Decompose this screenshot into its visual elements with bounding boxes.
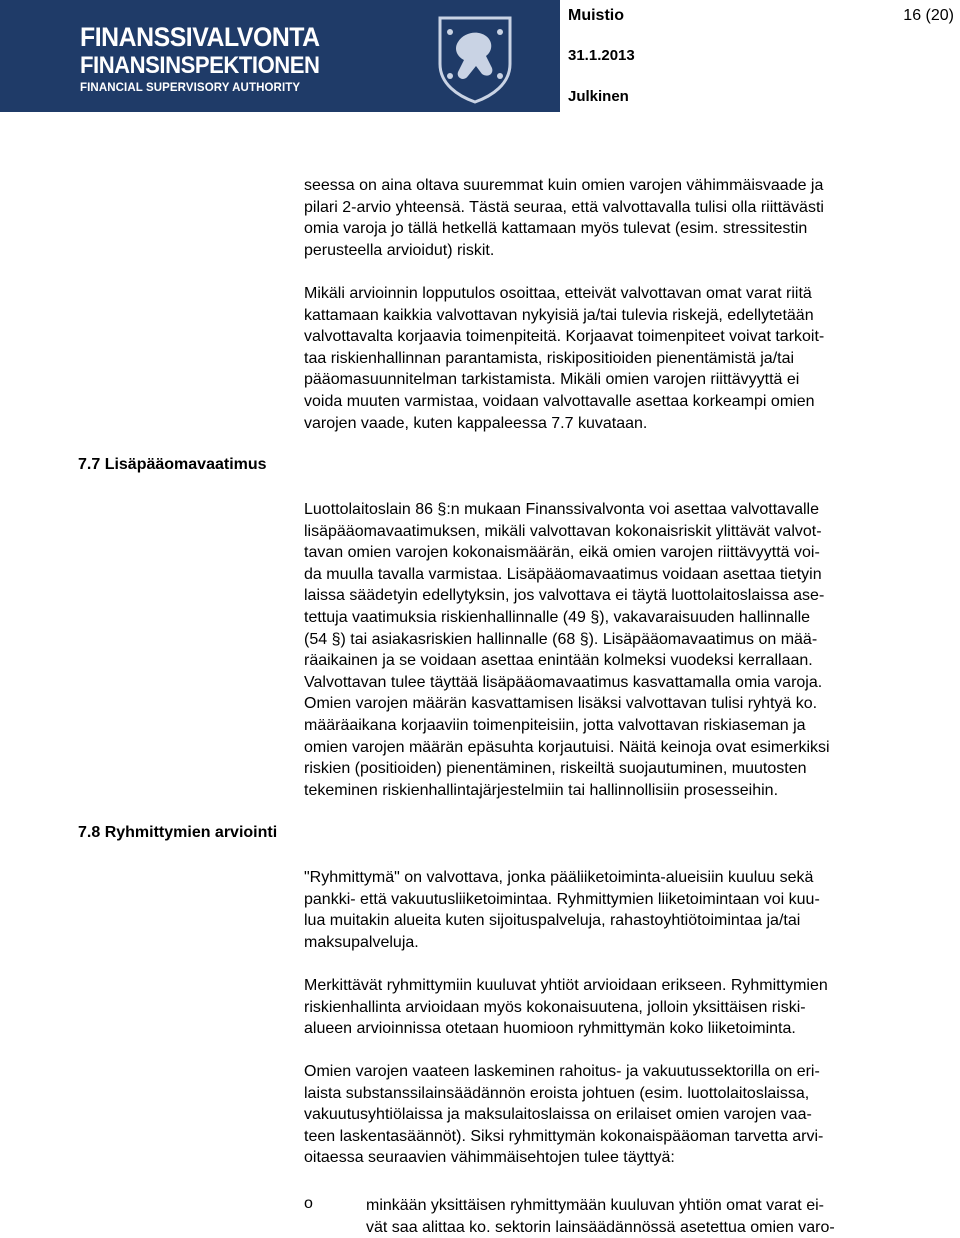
text-line: da muulla tavalla varmistaa. Lisäpääomavaatimus voidaan asettaa tietyin: [304, 565, 822, 583]
logo-wordmark: [80, 24, 341, 95]
text-line: pankki- että vakuutusliiketoimintaa. Ryhmittymien liiketoimintaan voi kuu-: [304, 890, 820, 908]
paragraph: [304, 175, 934, 261]
logo-line-1: FINANSSIVALVONTA: [80, 22, 320, 52]
text-line: Mikäli arvioinnin lopputulos osoittaa, etteivät valvottavan omat varat riitä: [304, 285, 812, 302]
paragraph: [304, 1061, 934, 1169]
text-line: teen laskentasäännöt). Siksi ryhmittymän kokonaispääoman tarvetta arvi-: [304, 1127, 824, 1145]
text-line: pääomasuunnitelman tarkistamista. Mikäli omien varojen riittävyyttä ei: [304, 371, 800, 389]
text-line: laista substanssilainsäädännön eroista johtuen (esim. luottolaitoslaissa,: [304, 1084, 810, 1102]
text-line: vakuutusyhtiölaissa ja maksulaitoslaissa on erilaiset omien varojen vaa-: [304, 1106, 812, 1124]
paragraph: [304, 867, 934, 953]
text-line: omien varojen määrän epäsuhta korjautuisi. Näitä keinoja ovat esimerkiksi: [304, 738, 830, 756]
paragraph: [304, 975, 934, 1040]
paragraph: [304, 499, 934, 801]
text-line: valvottavalta korjaavia toimenpiteitä. Korjaavat toimenpiteet voivat tarkoit-: [304, 328, 825, 346]
text-line: määräaikana korjaaviin toimenpiteisiin, jotta valvottavan riskiaseman ja: [304, 716, 806, 734]
page-number: 16 (20): [903, 7, 954, 24]
text-line: lisäpääomavaatimuksen, mikäli valvottavan kokonaisriskit ylittävät valvot-: [304, 522, 822, 540]
text-line: Merkittävät ryhmittymiin kuuluvat yhtiöt arvioidaan erikseen. Ryhmittymien: [304, 977, 828, 994]
text-line: (54 §) tai asiakasriskien hallinnalle (68 §). Lisäpääomavaatimus on mää-: [304, 630, 818, 648]
text-line: pilari 2-arvio yhteensä. Tästä seuraa, että valvottavalla tulisi olla riittävästi: [304, 198, 824, 216]
text-line: perusteella arvioidut) riskit.: [304, 241, 495, 259]
logo-line-2: FINANSINSPEKTIONEN: [80, 52, 320, 79]
text-line: varojen vaade, kuten kappaleessa 7.7 kuvataan.: [304, 414, 648, 432]
text-line: Luottolaitoslain 86 §:n mukaan Finanssivalvonta voi asettaa valvottavalle: [304, 501, 819, 518]
text-line: alueen arvioinnissa otetaan huomioon ryhmittymän koko liiketoiminta.: [304, 1020, 796, 1038]
text-line: kattamaan kaikkia valvottavan nykyisiä ja/tai tulevia riskejä, edellytetään: [304, 306, 814, 324]
text-line: "Ryhmittymä" on valvottava, jonka pääliiketoiminta-alueisiin kuuluu sekä: [304, 869, 814, 886]
logo-line-3: FINANCIAL SUPERVISORY AUTHORITY: [80, 82, 301, 94]
text-line: minkään yksittäisen ryhmittymään kuuluvan yhtiön omat varat ei-: [366, 1197, 824, 1214]
bullet-item: [366, 1195, 936, 1238]
authority-logo: [0, 0, 560, 112]
text-line: maksupalveluja.: [304, 933, 419, 951]
text-line: lua muitakin alueita kuten sijoituspalveluja, rahastoyhtiötoimintaa ja/tai: [304, 912, 801, 930]
text-line: voida muuten varmistaa, voidaan valvottavalle asettaa korkeampi omien: [304, 392, 815, 410]
text-line: tettuja vaatimuksia riskienhallinnalle (49 §), vakavaraisuuden hallinnalle: [304, 608, 811, 626]
text-line: Omien varojen vaateen laskeminen rahoitus- ja vakuutussektorilla on eri-: [304, 1063, 820, 1080]
text-line: laissa säädetyin edellytyksin, jos valvottava ei täytä luottolaitoslaissa ase-: [304, 587, 825, 605]
text-line: riskien (positioiden) pienentäminen, riskeiltä suojautuminen, muutosten: [304, 760, 807, 778]
lion-crest-icon: [430, 12, 520, 104]
text-line: Omien varojen määrän kasvattamisen lisäksi valvottavan tulisi ryhtyä ko.: [304, 695, 818, 713]
text-line: omia varoja jo tällä hetkellä kattamaan myös tulevat (esim. stressitestin: [304, 220, 808, 238]
text-line: tavan omien varojen kokonaismäärän, eikä omien varojen riittävyyttä voi-: [304, 544, 820, 562]
text-line: seessa on aina oltava suuremmat kuin omien varojen vähimmäisvaade ja: [304, 177, 824, 194]
text-line: tekeminen riskienhallintajärjestelmiin tai hallinnollisiin prosesseihin.: [304, 781, 779, 799]
bullet-marker: o: [304, 1195, 313, 1212]
section-heading-7-8: 7.8 Ryhmittymien arviointi: [78, 824, 278, 841]
classification: Julkinen: [568, 88, 629, 105]
text-line: oitaessa seuraavien vähimmäisehtojen tulee täyttyä:: [304, 1149, 675, 1167]
document-date: 31.1.2013: [568, 47, 635, 64]
text-line: taa riskienhallinnan parantamista, riskipositioiden pienentämistä ja/tai: [304, 349, 795, 367]
paragraph: [304, 283, 934, 434]
section-heading-7-7: 7.7 Lisäpääomavaatimus: [78, 456, 267, 473]
text-line: riskienhallinta arvioidaan myös kokonaisuutena, jolloin yksittäisen riski-: [304, 998, 806, 1016]
text-line: räaikainen ja se voidaan asettaa enintään kolmeksi vuodeksi kerrallaan.: [304, 652, 813, 670]
text-line: vät saa alittaa ko. sektorin lainsäädännössä asetettua omien varo-: [366, 1218, 835, 1236]
document-type: Muistio: [568, 7, 624, 24]
text-line: Valvottavan tulee täyttää lisäpääomavaatimus kasvattamalla omia varoja.: [304, 673, 823, 691]
